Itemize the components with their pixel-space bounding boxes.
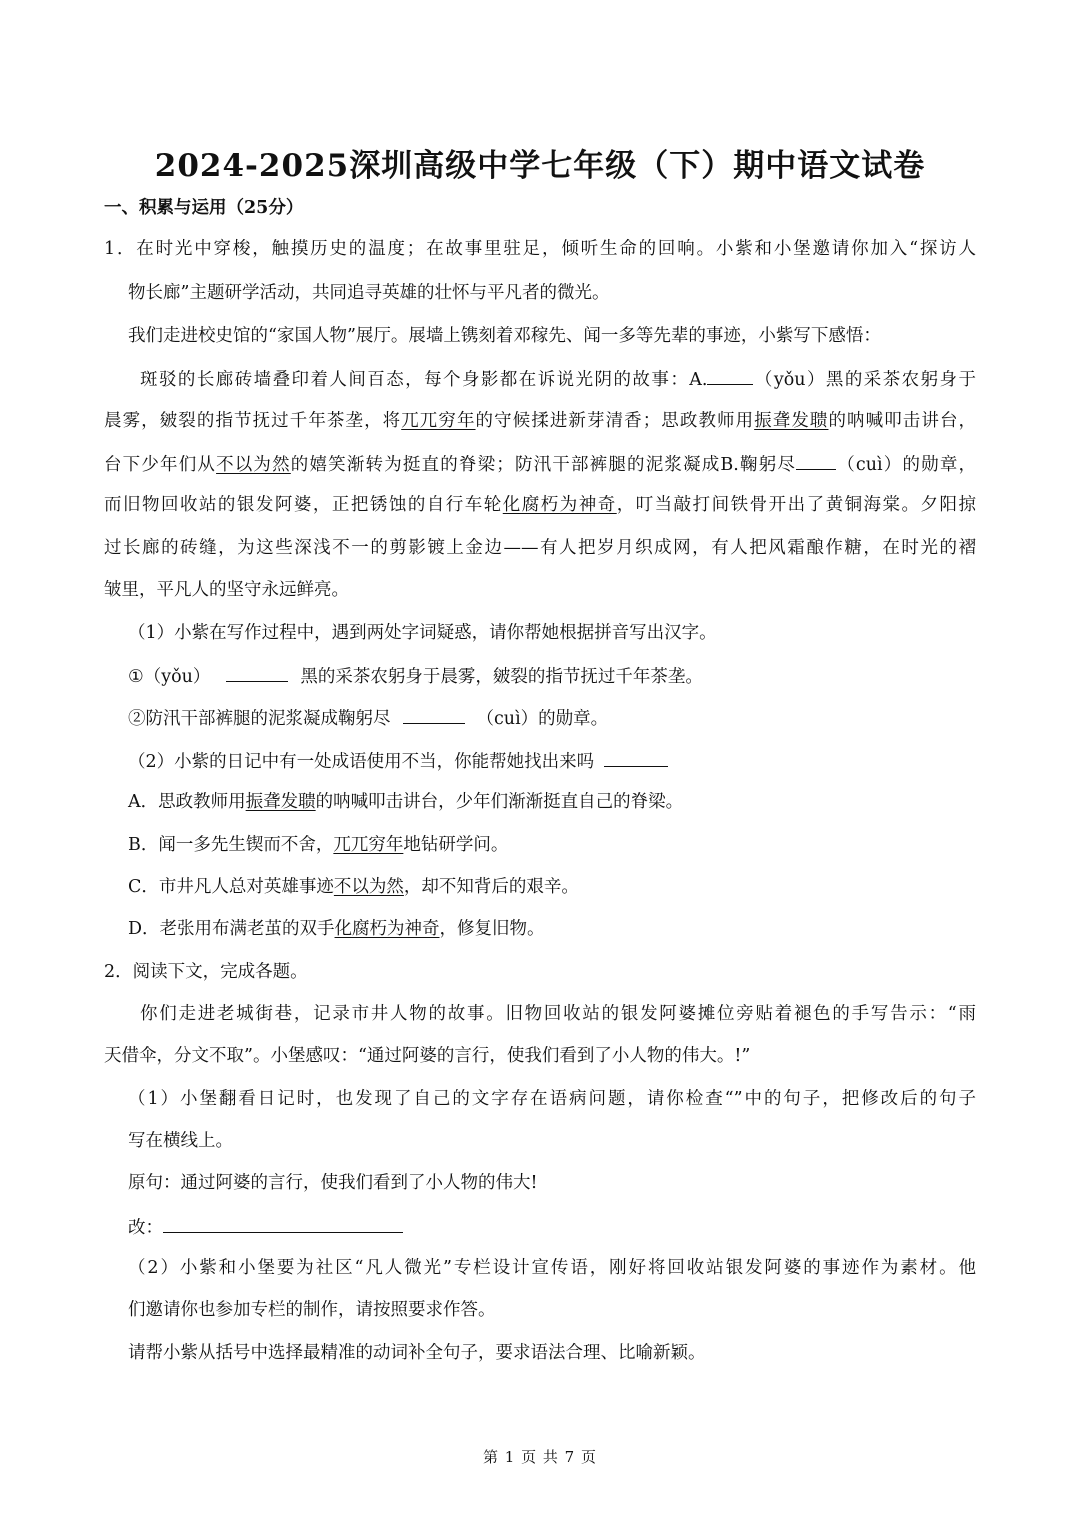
q2-original-sentence: 原句：通过阿婆的言行，使我们看到了小人物的伟大!: [128, 1173, 538, 1193]
answer-blank-2[interactable]: [403, 705, 465, 724]
blank-b[interactable]: [796, 451, 836, 470]
option-c[interactable]: C．市井凡人总对英雄事迹不以为然，却不知背后的艰辛。: [128, 877, 579, 897]
option-d[interactable]: D．老张用布满老茧的双手化腐朽为神奇，修复旧物。: [128, 919, 545, 939]
q1-sub1-item1: ①（yǒu） 黑的采茶农躬身于晨雾，皴裂的指节抚过千年茶垄。: [128, 663, 703, 689]
q2-intro: 2．阅读下文，完成各题。: [104, 962, 308, 982]
passage-line2: 晨雾，皴裂的指节抚过千年茶垄，将兀兀穷年的守候揉进新芽清香；思政教师用振聋发聩的呐喊叩击讲台，: [104, 411, 977, 431]
q2-revised-row: 改：: [128, 1214, 403, 1240]
idiom-buyiweiran: 不以为然: [216, 455, 291, 475]
exam-title: 2024-2025深圳高级中学七年级（下）期中语文试卷: [154, 148, 926, 184]
idiom-hufuxiuweishenqi: 化腐朽为神奇: [502, 495, 617, 515]
passage-line4: 而旧物回收站的银发阿婆，正把锈蚀的自行车轮化腐朽为神奇，叮当敲打间铁骨开出了黄铜海棠。夕阳掠: [104, 495, 977, 515]
q1-intro-line3: 我们走进校史馆的“家国人物”展厅。展墙上镌刻着邓稼先、闻一多等先辈的事迹，小紫写下感悟：: [128, 326, 881, 346]
q1-intro-line2: 物长廊”主题研学活动，共同追寻英雄的壮怀与平凡者的微光。: [128, 283, 610, 303]
idiom-zhenlongfakui: 振聋发聩: [754, 411, 829, 431]
q2-sub2-line2: 们邀请你也参加专栏的制作，请按照要求作答。: [128, 1300, 496, 1320]
option-a[interactable]: A．思政教师用振聋发聩的呐喊叩击讲台，少年们渐渐挺直自己的脊梁。: [128, 792, 684, 812]
idiom-wuwuqiongnian: 兀兀穷年: [401, 411, 476, 431]
revised-sentence-input[interactable]: [163, 1214, 403, 1233]
blank-a[interactable]: [707, 366, 753, 385]
q1-number: 1．: [104, 239, 137, 259]
q2-sub1-line1: （1）小堡翻看日记时，也发现了自己的文字存在语病问题，请你检查“”中的句子，把修改后的句子: [128, 1089, 976, 1109]
answer-blank-1[interactable]: [226, 663, 288, 682]
answer-blank-3[interactable]: [604, 748, 668, 767]
passage-line6: 皱里，平凡人的坚守永远鲜亮。: [104, 580, 349, 600]
passage-line5: 过长廊的砖缝，为这些深浅不一的剪影镀上金边——有人把岁月织成网，有人把风霜酿作糖，在时光的褶: [104, 538, 976, 558]
q1-sub2-prompt: （2）小紫的日记中有一处成语使用不当，你能帮她找出来吗: [128, 748, 668, 774]
q2-passage-line2: 天借伞，分文不取”。小堡感叹：“通过阿婆的言行，使我们看到了小人物的伟大。!”: [104, 1046, 751, 1066]
passage-line1: 斑驳的长廊砖墙叠印着人间百态，每个身影都在诉说光阴的故事：A. （yǒu）黑的采茶农躬身于: [140, 366, 976, 392]
option-b[interactable]: B．闻一多先生锲而不舍，兀兀穷年地钻研学问。: [128, 835, 509, 855]
page-footer: 第 1 页 共 7 页: [483, 1448, 597, 1466]
q1-sub1-item2: ②防汛干部裤腿的泥浆凝成鞠躬尽 （cuì）的勋章。: [128, 705, 608, 731]
passage-line3: 台下少年们从不以为然的嬉笑渐转为挺直的脊梁；防汛干部裤腿的泥浆凝成B.鞠躬尽 （cuì）的勋章，: [104, 451, 976, 477]
q2-passage-line1: 你们走进老城街巷，记录市井人物的故事。旧物回收站的银发阿婆摊位旁贴着褪色的手写告示：“雨: [140, 1004, 976, 1024]
q1-sub1-prompt: （1）小紫在写作过程中，遇到两处字词疑惑，请你帮她根据拼音写出汉字。: [128, 623, 717, 643]
section-heading: 一、积累与运用（25分）: [104, 198, 304, 218]
q2-sub2-line3: 请帮小紫从括号中选择最精准的动词补全句子，要求语法合理、比喻新颖。: [128, 1343, 706, 1363]
q2-number: 2．: [104, 962, 133, 982]
q1-intro-line1: 1．在时光中穿梭，触摸历史的温度；在故事里驻足，倾听生命的回响。小紫和小堡邀请你加入“探访人: [104, 239, 976, 259]
q2-sub1-line2: 写在横线上。: [128, 1131, 233, 1151]
q2-sub2-line1: （2）小紫和小堡要为社区“凡人微光”专栏设计宣传语，刚好将回收站银发阿婆的事迹作为素材。他: [128, 1258, 976, 1278]
